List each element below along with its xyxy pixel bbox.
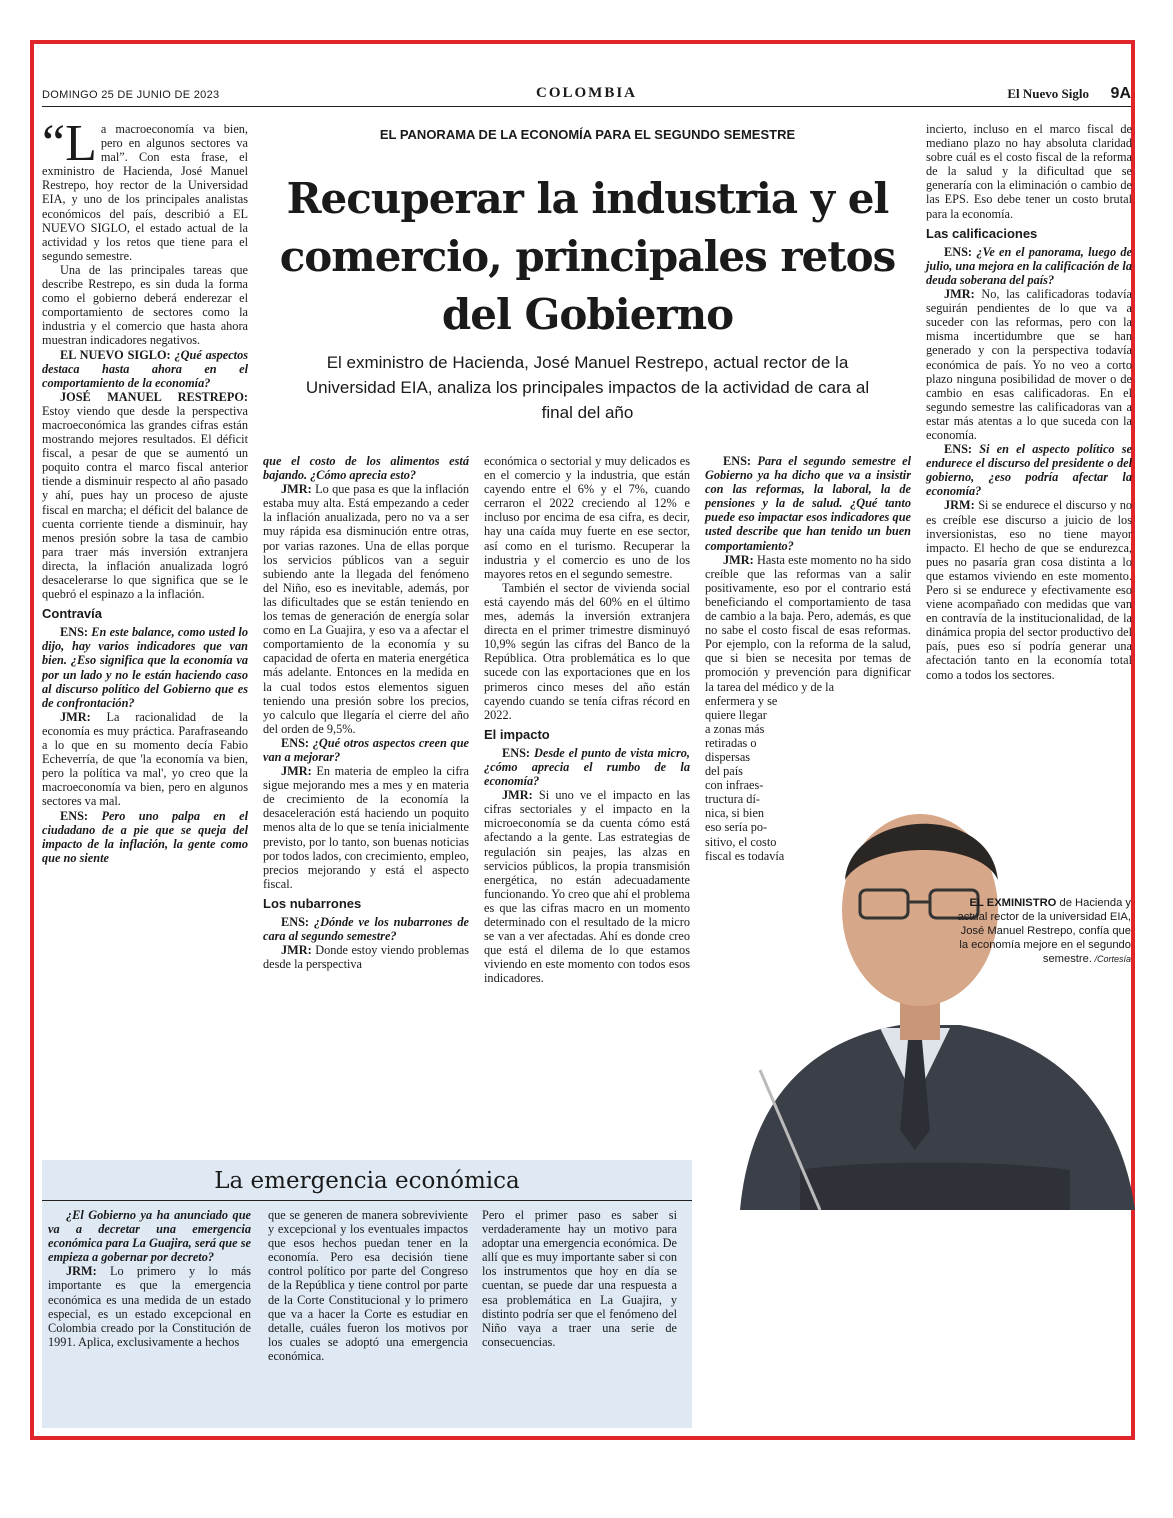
answer: JMR: En materia de empleo la cifra sigue mejorando mes a mes y en materia de crecimiento de la economía la desaceleración está haciendo un poquito menos alta de lo que se tenía inicialmente previsto, por lo tanto, son buenas noticias por todos lados, con crecimiento, empleo, precios mejorando y está el aspecto fiscal. (263, 764, 469, 891)
answer-continued: económica o sectorial y muy delicados es en el comercio y la industria, que están cayendo entre el 6% y el 7%, cuando cerraron el 2022 creciendo al 12% e incluso por encima de esa cifra, es decir, hay una caída muy fuerte en ese sector, así como en el turismo. Recuperar la industria y el comercio es uno de los mayores retos en el segundo semestre. (484, 454, 690, 581)
answer: JOSÉ MANUEL RESTREPO: Estoy viendo que desde la perspectiva macroeconómica las grandes cifras están mostrando mejores resultados. El déficit fiscal, a pesar de que se aumentó un poquito contra el marco fiscal anterior tiende a disminuir respecto al año pasado y ahí, pues hay un proceso de ajuste fiscal en marcha; el déficit del balance de cuenta corriente tiende a disminuir, hay menos presión sobre la tasa de cambio para traer más inversión extranjera directa, la inflación anualizada logró desacelerarse lo que significa que se le quebró el espinazo a la inflación. (42, 389, 248, 602)
sidebar-answer: JRM: Lo primero y lo más importante es que la emergencia económica es una medida de un estado especial, es un estado excepcional en Colombia creado por la Constitución de 1991. Aplica, exclusivamente a hechos (48, 1264, 251, 1349)
article-title: Recuperar la industria y el comercio, principales retos del Gobierno (279, 174, 896, 339)
sidebar-question: ¿El Gobierno ya ha anunciado que va a decretar una emergencia económica para La Guajira, será que se empieza a gobernar por decreto? (48, 1208, 251, 1265)
question: ENS: ¿Dónde ve los nubarrones de cara al segundo semestre? (263, 915, 469, 944)
question: ENS: Para el segundo semestre el Gobierno ya ha dicho que va a insistir con las reformas, la laboral, la de pensiones y la de salud. ¿Qué tanto puede eso impactar esos indicadores que usted describe que han tenido un buen comportamiento? (705, 454, 911, 553)
photo-credit: /Cortesía (1091, 954, 1131, 964)
answer: JMR: No, las calificadoras todavía seguirán pendientes de lo que va a suceder con las reformas, pero con la misma incertidumbre que se han generado y con la perspectiva todavía económica de país. Yo no veo a corto plazo ninguna posibilidad de mover o de cambio en esas calificadoras. En el segundo semestre las calificadoras van a estar más atentas a lo que suceda con la economía. (926, 287, 1132, 442)
question: ENS: ¿Qué otros aspectos creen que van a mejorar? (263, 735, 469, 764)
restrepo-photo (700, 770, 1135, 1210)
question: ENS: Pero uno palpa en el ciudadano de a pie que se queja del impacto de la inflación, la gente como que no siente (42, 808, 248, 865)
question: EL NUEVO SIGLO: ¿Qué aspectos destaca hasta ahora en el comportamiento de la economía? (42, 347, 249, 390)
header-rule (42, 106, 1131, 107)
page-header (42, 85, 1131, 105)
sidebar-rule (42, 1200, 692, 1201)
photo-caption: EL EXMINISTRO de Hacienda y actual rector de la universidad EIA, José Manuel Restrepo, confía que la economía mejore en el segundo semestre. /Cortesía (957, 897, 1131, 965)
answer: JMR: Lo que pasa es que la inflación estaba muy alta. Está empezando a ceder la inflación anualizada, pero no va a ser muy rápida esa disminución entre otras, por varias razones. Una de ellas porque los servicios públicos van a seguir subiendo ante la llegada del fenómeno del Niño, eso es inevitable, además, por las dificultades que se están teniendo en los temas de generación de energía solar como en La Guajira, y eso va a afectar el comportamiento de la economía y su capacidad de oferta en materia energética más adelante. Entonces en la medida en la cual todos estos elementos siguen teniendo una presión sobre los precios, yo calculo que llegaría el cierre del año del orden de 9,5%. (263, 482, 470, 736)
answer-continued: incierto, incluso en el marco fiscal de mediano plazo no hay absoluta claridad sobre cuál es el costo fiscal de la reforma de la salud y la dificultad que se generaría con la eliminación o cambio de las EPS. Eso debe tener un costo brutal para la economía. (926, 122, 1132, 221)
paragraph: También el sector de vivienda social está cayendo más del 60% en el último mes, además la inversión extranjera directa en el primer trimestre disminuyó 10,9% según las cifras del Banco de la República. Otra problemática es lo que sucede con las exportaciones que en los primeros cinco meses del año están cayendo cuando se tenía cifras récord en 2022. (484, 580, 690, 722)
arms-shape (800, 1163, 1070, 1211)
subhead-calificaciones: Las calificaciones (926, 225, 1038, 241)
subhead-contravia: Contravía (42, 606, 102, 622)
intro-paragraph: “L a macroeconomía va bien, pero en algunos sectores va mal”. Con esta frase, el exministro de Hacienda, José Manuel Restrepo, hoy rector de la Universidad EIA, y uno de los principales analistas económicos del país, describió a EL NUEVO SIGLO, el estado actual de la actividad y los retos que tiene para el segundo semestre. (42, 115, 248, 263)
question: ENS: ¿Ve en el panorama, luego de julio, una mejora en la calificación de la deuda soberana del país? (926, 244, 1132, 287)
question: ENS: En este balance, como usted lo dijo, hay varios indicadores que van bien. ¿Eso significa que la economía va por un lado y no le están haciendo caso al discurso político del Gobierno que es de confrontación? (42, 625, 248, 710)
header-section: COLOMBIA (535, 85, 637, 101)
column-3 (484, 454, 690, 985)
column-1 (42, 115, 249, 865)
answer: JMR: Hasta este momento no ha sido creíble que las reformas van a salir positivamente, eso por el contrario está beneficiando el comportamiento de tasa de cambio a la baja. Pero, además, es que no sabe el costo fiscal de esas reformas. Por ejemplo, con la reforma de la salud, que si bien se necesita por temas de promoción y prevención para dignificar la tarea del médico y de la (705, 552, 911, 694)
sidebar-title: La emergencia económica (214, 1168, 520, 1194)
header-page-number: 9A (1110, 85, 1131, 102)
article-subtitle: El exministro de Hacienda, José Manuel Restrepo, actual rector de la Universidad EIA, analiza los principales impactos de la actividad de cara al final del año (305, 353, 870, 422)
sidebar-column-1 (48, 1208, 251, 1349)
paragraph: Una de las principales tareas que describe Restrepo, es sin duda la forma como el gobierno deberá enderezar el comportamiento de sectores como la industria y el comercio que hasta ahora muestran indicadores negativos. (42, 262, 248, 348)
column-5 (926, 122, 1132, 682)
answer: JMR: Si uno ve el impacto en las cifras sectoriales y el impacto en la microeconomía se da cuenta cómo está afectando a la gente. Las estrategias de regulación sin peajes, las alzas en servicios públicos, la propia transmisión energética, no están adecuadamente funcionando. Yo creo que ahí el problema es que las cifras macro en un momento determinado con el resultado de la micro se van a ver afectadas. Ahí es donde creo que está el dilema de lo que estamos viviendo en este momento con todos esos indicadores. (484, 788, 690, 986)
subhead-nubarrones: Los nubarrones (263, 895, 362, 911)
column-2 (263, 454, 469, 971)
drop-cap: “L (42, 115, 97, 172)
answer: JMR: La racionalidad de la economía es muy práctica. Parafraseando a lo que en su momento decía Fabio Echeverría, de que 'la economía va bien, pero la política va mal', yo creo que la macroeconomía va bien, pero en algunos sectores va mal. (42, 709, 248, 809)
sidebar-box (42, 1160, 692, 1428)
header-date: DOMINGO 25 DE JUNIO DE 2023 (42, 89, 220, 101)
header-publication: El Nuevo Siglo (1007, 86, 1089, 101)
subhead-impacto: El impacto (484, 726, 550, 742)
answer: JRM: Si se endurece el discurso y no es creíble ese discurso a juicio de los inversionistas, eso no tiene mayor impacto. El hecho de que se endurezca, pues no pasaría gran cosa distinta a lo que estamos viviendo en este momento. Pero si se endurece y efectivamente eso viene acompañado con medidas que van en contravía de la institucionalidad, de la dinámica propia del sector productivo del país, pues eso sí podría generar una afectación tanto en la economía total como a todos los sectores. (926, 498, 1133, 682)
sidebar-column-3: Pero el primer paso es saber si verdaderamente hay un motivo para adoptar una emergencia económica. De allí que es muy importante saber si con los instrumentos que hoy en día se cuentan, se puede dar una respuesta a esa problemática en La Guajira, y distinto podría ser que el fenómeno del Niño vaya a traer una serie de consecuencias. (482, 1208, 677, 1349)
question: ENS: Si en el aspecto político se endurece el discurso del presidente o del gobierno, ¿eso podría afectar la economía? (926, 442, 1132, 499)
answer-narrow-wrap: enfermera y se quiere llegar a zonas más retiradas o dispersas del país con infraes- tructura dí- nica, si bien eso sería po- sitivo, el costo fiscal es todavía (705, 693, 785, 863)
question: ENS: Desde el punto de vista micro, ¿cómo aprecia el rumbo de la economía? (484, 745, 690, 789)
answer: JMR: Donde estoy viendo problemas desde la perspectiva (263, 943, 470, 972)
question-continued: que el costo de los alimentos está bajando. ¿Cómo aprecia esto? (263, 454, 469, 483)
sidebar-column-2: que se generen de manera sobreviviente y excepcional y los eventuales impactos que esos hechos puedan tener en la economía. Pero esa decisión tiene control político por parte del Congreso de la República y tiene control por parte de la Corte Constitucional y lo primero que va a hacer la Corte es estudiar en detalle, cuáles fueron los motivos por los cuales se adoptó una emergencia económica. (268, 1208, 468, 1363)
article-kicker: EL PANORAMA DE LA ECONOMÍA PARA EL SEGUNDO SEMESTRE (379, 127, 796, 142)
